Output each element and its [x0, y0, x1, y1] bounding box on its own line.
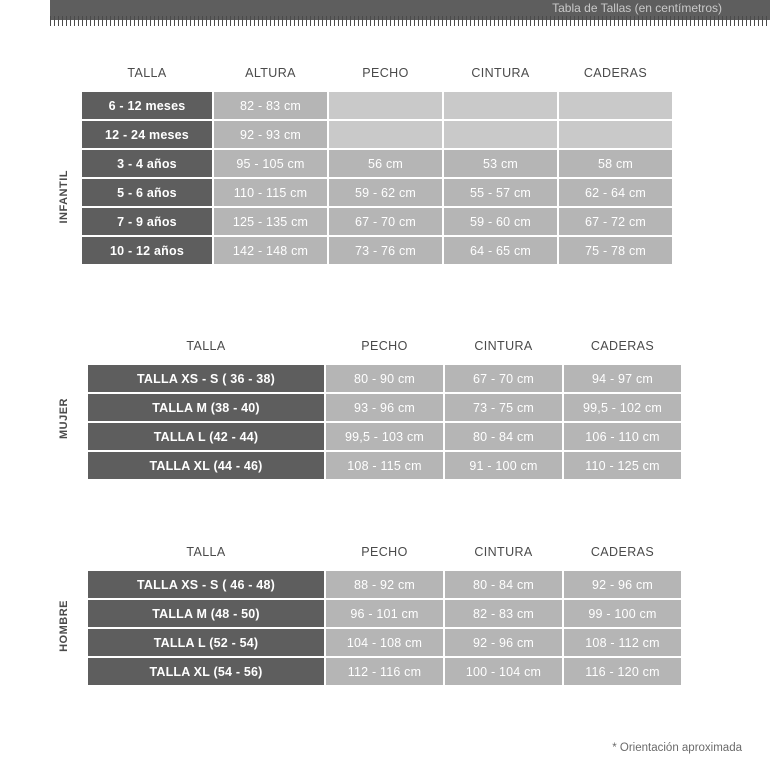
cell-pecho: 59 - 62 cm	[329, 179, 442, 206]
col-header-caderas: CADERAS	[583, 66, 648, 80]
col-header-caderas: CADERAS	[590, 545, 655, 559]
table-row	[88, 423, 681, 450]
cell-pecho	[329, 92, 442, 119]
cell-cintura	[444, 92, 557, 119]
cell-cintura: 64 - 65 cm	[444, 237, 557, 264]
cell-talla: 10 - 12 años	[82, 237, 212, 264]
table-row	[88, 394, 681, 421]
cell-pecho: 96 - 101 cm	[326, 600, 443, 627]
cell-cintura: 59 - 60 cm	[444, 208, 557, 235]
cell-pecho: 67 - 70 cm	[329, 208, 442, 235]
col-header-talla: TALLA	[186, 545, 226, 559]
cell-talla: TALLA XL (54 - 56)	[88, 658, 324, 685]
col-header-pecho: PECHO	[361, 339, 408, 353]
cell-caderas: 67 - 72 cm	[559, 208, 672, 235]
cell-altura: 82 - 83 cm	[214, 92, 327, 119]
cell-cintura	[444, 121, 557, 148]
footnote-text: * Orientación aproximada	[612, 742, 742, 754]
table-header-row	[88, 541, 681, 569]
ruler-strip	[50, 16, 770, 26]
cell-caderas: 58 cm	[559, 150, 672, 177]
table-row	[88, 658, 681, 685]
col-header-talla: TALLA	[186, 339, 226, 353]
cell-caderas: 92 - 96 cm	[564, 571, 681, 598]
cell-altura: 125 - 135 cm	[214, 208, 327, 235]
cell-talla: 7 - 9 años	[82, 208, 212, 235]
table-header-row	[88, 335, 681, 363]
cell-altura: 92 - 93 cm	[214, 121, 327, 148]
table-row	[82, 237, 672, 264]
cell-pecho: 93 - 96 cm	[326, 394, 443, 421]
table-row	[82, 121, 672, 148]
cell-pecho: 80 - 90 cm	[326, 365, 443, 392]
cell-caderas	[559, 92, 672, 119]
table-row	[88, 452, 681, 479]
col-header-cintura: CINTURA	[474, 339, 533, 353]
table-row	[88, 629, 681, 656]
table-row	[82, 208, 672, 235]
cell-caderas: 99,5 - 102 cm	[564, 394, 681, 421]
cell-cintura: 73 - 75 cm	[445, 394, 562, 421]
cell-talla: TALLA M (38 - 40)	[88, 394, 324, 421]
cell-pecho: 104 - 108 cm	[326, 629, 443, 656]
cell-talla: TALLA M (48 - 50)	[88, 600, 324, 627]
group-label-mujer: MUJER	[58, 398, 70, 440]
cell-caderas: 75 - 78 cm	[559, 237, 672, 264]
table-header-row	[82, 62, 672, 90]
cell-caderas: 99 - 100 cm	[564, 600, 681, 627]
table-row	[82, 92, 672, 119]
cell-talla: TALLA L (52 - 54)	[88, 629, 324, 656]
cell-pecho: 99,5 - 103 cm	[326, 423, 443, 450]
cell-pecho: 112 - 116 cm	[326, 658, 443, 685]
cell-cintura: 53 cm	[444, 150, 557, 177]
cell-talla: 6 - 12 meses	[82, 92, 212, 119]
table-row	[88, 365, 681, 392]
cell-caderas	[559, 121, 672, 148]
cell-caderas: 110 - 125 cm	[564, 452, 681, 479]
col-header-pecho: PECHO	[362, 66, 409, 80]
cell-caderas: 106 - 110 cm	[564, 423, 681, 450]
table-row	[88, 571, 681, 598]
size-table-hombre	[86, 539, 683, 687]
cell-pecho: 73 - 76 cm	[329, 237, 442, 264]
cell-talla: TALLA XS - S ( 46 - 48)	[88, 571, 324, 598]
cell-altura: 95 - 105 cm	[214, 150, 327, 177]
table-row	[88, 600, 681, 627]
group-label-infantil: INFANTIL	[58, 170, 70, 224]
cell-cintura: 82 - 83 cm	[445, 600, 562, 627]
col-header-pecho: PECHO	[361, 545, 408, 559]
col-header-cintura: CINTURA	[474, 545, 533, 559]
col-header-talla: TALLA	[127, 66, 167, 80]
size-table-infantil	[80, 60, 674, 266]
cell-cintura: 91 - 100 cm	[445, 452, 562, 479]
cell-cintura: 100 - 104 cm	[445, 658, 562, 685]
col-header-altura: ALTURA	[245, 66, 296, 80]
cell-pecho	[329, 121, 442, 148]
cell-talla: 5 - 6 años	[82, 179, 212, 206]
cell-cintura: 55 - 57 cm	[444, 179, 557, 206]
cell-pecho: 88 - 92 cm	[326, 571, 443, 598]
cell-altura: 142 - 148 cm	[214, 237, 327, 264]
cell-talla: 3 - 4 años	[82, 150, 212, 177]
table-row	[82, 150, 672, 177]
cell-cintura: 80 - 84 cm	[445, 423, 562, 450]
cell-talla: 12 - 24 meses	[82, 121, 212, 148]
banner-title: Tabla de Tallas (en centímetros)	[552, 1, 722, 15]
cell-talla: TALLA XL (44 - 46)	[88, 452, 324, 479]
cell-caderas: 94 - 97 cm	[564, 365, 681, 392]
cell-talla: TALLA L (42 - 44)	[88, 423, 324, 450]
cell-cintura: 67 - 70 cm	[445, 365, 562, 392]
cell-altura: 110 - 115 cm	[214, 179, 327, 206]
cell-pecho: 108 - 115 cm	[326, 452, 443, 479]
cell-caderas: 108 - 112 cm	[564, 629, 681, 656]
size-table-mujer	[86, 333, 683, 481]
table-row	[82, 179, 672, 206]
cell-pecho: 56 cm	[329, 150, 442, 177]
col-header-caderas: CADERAS	[590, 339, 655, 353]
cell-cintura: 80 - 84 cm	[445, 571, 562, 598]
col-header-cintura: CINTURA	[471, 66, 530, 80]
cell-caderas: 62 - 64 cm	[559, 179, 672, 206]
group-label-hombre: HOMBRE	[58, 600, 70, 652]
cell-cintura: 92 - 96 cm	[445, 629, 562, 656]
cell-talla: TALLA XS - S ( 36 - 38)	[88, 365, 324, 392]
cell-caderas: 116 - 120 cm	[564, 658, 681, 685]
